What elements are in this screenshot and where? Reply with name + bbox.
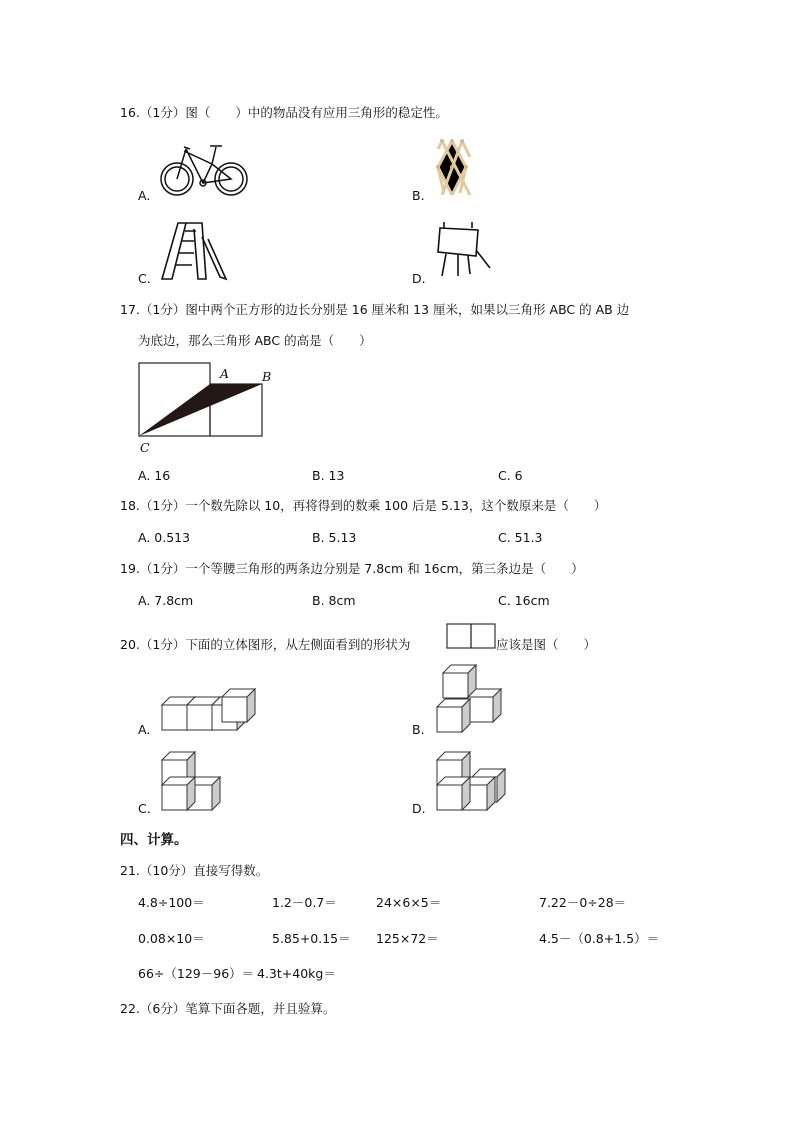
question-16-stem: 16.（1分）图（ ）中的物品没有应用三角形的稳定性。 xyxy=(120,105,448,120)
q16-option-a-label: A. xyxy=(138,188,151,203)
question-18-stem: 18.（1分）一个数先除以 10，再将得到的数乘 100 后是 5.13，这个数原来是（ ） xyxy=(120,498,607,513)
calc-item: 1.2－0.7＝ xyxy=(272,895,337,910)
calc-item: 24×6×5＝ xyxy=(376,895,442,910)
q18-option-b: B. 5.13 xyxy=(312,530,357,545)
calc-item: 66÷（129－96）＝ xyxy=(138,966,255,981)
question-20-stem-after: 应该是图（ ） xyxy=(496,637,597,652)
calc-item: 4.5－（0.8+1.5）＝ xyxy=(539,931,660,946)
cube-figure-b xyxy=(435,663,507,735)
calc-item: 7.22－0÷28＝ xyxy=(539,895,627,910)
q19-option-c: C. 16cm xyxy=(498,593,550,608)
question-22-stem: 22.（6分）笔算下面各题，并且验算。 xyxy=(120,1001,336,1016)
q16-option-c-label: C. xyxy=(138,271,151,286)
point-b-label: B xyxy=(262,369,272,384)
q20-option-a-label: A. xyxy=(138,722,151,737)
cube-figure-d xyxy=(435,750,507,814)
question-21-stem: 21.（10分）直接写得数。 xyxy=(120,863,269,878)
bicycle-image xyxy=(160,137,250,199)
folding-rack-image xyxy=(434,137,474,199)
q16-option-d-label: D. xyxy=(412,271,426,286)
q17-option-c: C. 6 xyxy=(498,468,523,483)
easel-image xyxy=(436,220,494,278)
calc-item: 0.08×10＝ xyxy=(138,931,205,946)
q20-option-d-label: D. xyxy=(412,801,426,816)
q19-option-b: B. 8cm xyxy=(312,593,356,608)
calc-item: 125×72＝ xyxy=(376,931,439,946)
section-heading: 四、计算。 xyxy=(120,832,188,848)
point-c-label: C xyxy=(140,440,150,455)
question-20-stem-before: 20.（1分）下面的立体图形，从左侧面看到的形状为 xyxy=(120,637,411,652)
point-a-label: A xyxy=(220,366,230,381)
q17-option-a: A. 16 xyxy=(138,468,171,483)
cube-figure-c xyxy=(160,750,224,814)
q18-option-c: C. 51.3 xyxy=(498,530,543,545)
ladder-image xyxy=(160,219,228,283)
cube-figure-a xyxy=(160,688,260,736)
left-view-two-squares xyxy=(446,623,498,650)
question-17-stem-line1: 17.（1分）图中两个正方形的边长分别是 16 厘米和 13 厘米，如果以三角形 ABC 的 AB 边 xyxy=(120,302,630,317)
q20-option-c-label: C. xyxy=(138,801,151,816)
q19-option-a: A. 7.8cm xyxy=(138,593,194,608)
two-squares-triangle-figure xyxy=(136,360,268,440)
calc-item: 4.3t+40kg＝ xyxy=(257,966,336,981)
question-19-stem: 19.（1分）一个等腰三角形的两条边分别是 7.8cm 和 16cm，第三条边是（ ） xyxy=(120,561,584,576)
calc-item: 5.85+0.15＝ xyxy=(272,931,351,946)
q17-option-b: B. 13 xyxy=(312,468,345,483)
q20-option-b-label: B. xyxy=(412,722,425,737)
q18-option-a: A. 0.513 xyxy=(138,530,191,545)
q16-option-b-label: B. xyxy=(412,188,425,203)
calc-item: 4.8÷100＝ xyxy=(138,895,205,910)
question-17-stem-line2: 为底边，那么三角形 ABC 的高是（ ） xyxy=(138,333,372,348)
